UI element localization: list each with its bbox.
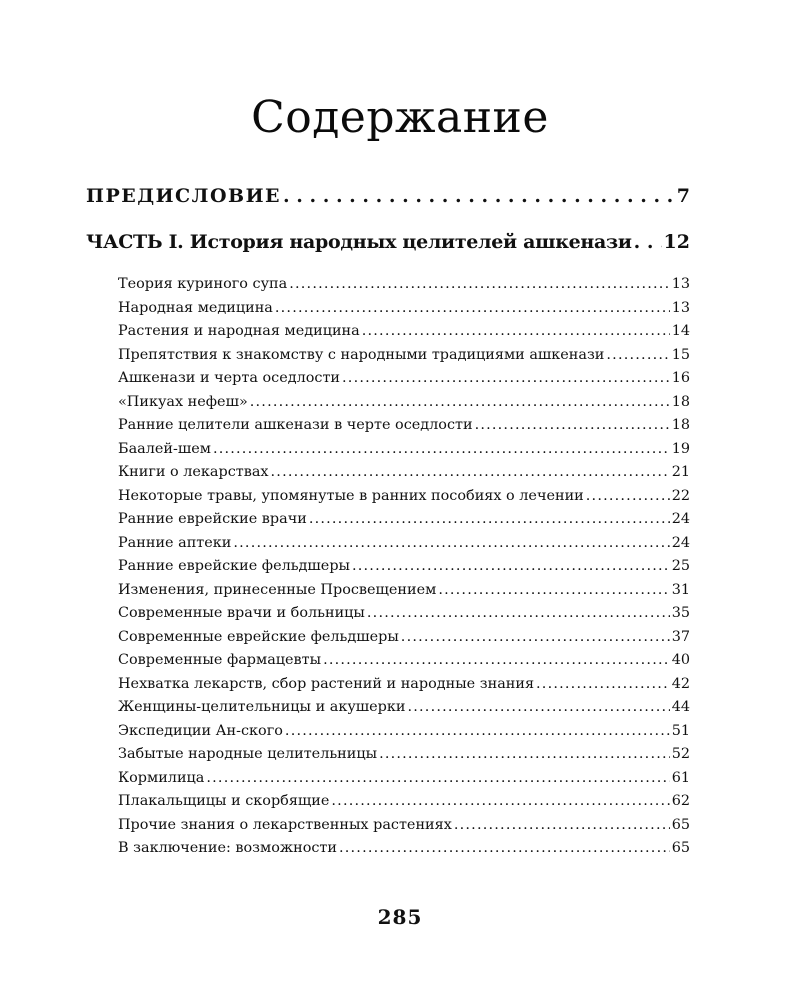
toc-entry-page: 62	[671, 793, 690, 809]
dot-leader	[275, 297, 670, 321]
dot-leader	[331, 790, 669, 814]
toc-entry	[118, 297, 690, 321]
toc-entry	[118, 696, 690, 720]
toc-entry-page: 13	[671, 276, 690, 292]
toc-entry-page: 61	[671, 769, 690, 786]
toc-entry-label: Ранние еврейские фельдшеры	[118, 558, 350, 574]
dot-leader	[309, 508, 670, 532]
toc-entry-page: 25	[671, 558, 690, 574]
dot-leader	[536, 673, 670, 697]
toc-entry	[118, 273, 690, 297]
toc-entry-part-1	[86, 231, 690, 271]
dot-leader	[213, 438, 670, 462]
toc-entry-label: Некоторые травы, упомянутые в ранних пособиях о лечении	[118, 487, 584, 504]
toc-entry-label: Кормилица	[118, 769, 205, 786]
toc-entry-label: Экспедиции Ан-ского	[118, 722, 283, 739]
toc-entry-label: ПРЕДИСЛОВИЕ	[86, 185, 282, 207]
toc-entry-label: Плакальщицы и скорбящие	[118, 793, 330, 809]
dot-leader	[634, 231, 662, 253]
page-title: Содержание	[251, 92, 549, 143]
toc-entry	[118, 814, 690, 838]
dot-leader	[206, 767, 669, 791]
dot-leader	[362, 320, 670, 344]
toc-entry	[118, 767, 690, 791]
toc-entry-page: 15	[671, 346, 690, 363]
dot-leader	[586, 485, 670, 509]
toc-entry-label: Баалей-шем	[118, 440, 211, 457]
toc-entry-page: 21	[671, 464, 690, 480]
toc-entry-label: Книги о лекарствах	[118, 464, 269, 480]
toc-entry	[118, 320, 690, 344]
toc-entry-label: Ранние целители ашкенази в черте оседлости	[118, 417, 473, 433]
toc-entry-page: 19	[671, 440, 690, 457]
toc-entry	[118, 508, 690, 532]
toc-entry-label: Современные фармацевты	[118, 652, 322, 668]
dot-leader	[379, 743, 670, 767]
toc-entry-page: 12	[663, 231, 690, 253]
toc-entry-label: «Пикуах нефеш»	[118, 393, 248, 410]
toc-entry-page: 18	[671, 417, 690, 433]
dot-leader	[352, 555, 670, 579]
toc-entry-page: 24	[671, 534, 690, 551]
toc-entry-label: Народная медицина	[118, 299, 273, 316]
toc-entry-label: В заключение: возможности	[118, 840, 337, 856]
dot-leader	[250, 391, 670, 415]
toc-entry-label: Растения и народная медицина	[118, 323, 360, 339]
toc-entry-page: 42	[671, 675, 690, 692]
dot-leader	[271, 461, 670, 485]
toc-entry-label: Забытые народные целительницы	[118, 746, 378, 762]
toc-entry-page: 65	[671, 840, 690, 856]
toc-entry-page: 24	[671, 511, 690, 527]
dot-leader	[323, 649, 670, 673]
toc-entry-page: 22	[671, 487, 690, 504]
toc-entry-label: Ранние аптеки	[118, 534, 232, 551]
toc-entry	[118, 579, 690, 603]
toc-entry-label: Препятствия к знакомству с народными традициями ашкенази	[118, 346, 605, 363]
toc-entry-label: Женщины-целительницы и акушерки	[118, 699, 406, 715]
toc-entry-page: 52	[671, 746, 690, 762]
page-number: 285	[377, 905, 423, 929]
toc-entry	[118, 485, 690, 509]
toc-entry-label: ЧАСТЬ I. История народных целителей ашкенази	[86, 231, 632, 253]
toc-entry	[118, 367, 690, 391]
toc-entry	[118, 438, 690, 462]
toc-entry-label: Прочие знания о лекарственных растениях	[118, 816, 452, 833]
toc-entry-label: Современные врачи и больницы	[118, 605, 365, 621]
toc-entry-preface	[86, 185, 690, 225]
toc-entry-label: Теория куриного супа	[118, 276, 288, 292]
toc-entry	[118, 743, 690, 767]
toc-entry-page: 65	[671, 816, 690, 833]
toc-entry-page: 18	[671, 393, 690, 410]
toc-entry-page: 16	[671, 370, 690, 386]
toc-entry-label: Изменения, принесенные Просвещением	[118, 581, 437, 598]
toc-entry	[118, 673, 690, 697]
dot-leader	[606, 344, 669, 368]
dot-leader	[289, 273, 669, 297]
toc-entry	[118, 720, 690, 744]
toc-entry-label: Современные еврейские фельдшеры	[118, 628, 399, 645]
toc-sub-entries	[86, 273, 690, 861]
toc-entry	[118, 391, 690, 415]
toc-entry	[118, 555, 690, 579]
toc-entry-page: 31	[671, 581, 690, 598]
toc-entry	[118, 790, 690, 814]
dot-leader	[283, 185, 675, 207]
toc-entry-page: 51	[671, 722, 690, 739]
toc-entry-page: 44	[671, 699, 690, 715]
toc-entry	[118, 461, 690, 485]
toc-entry	[118, 532, 690, 556]
toc-entry-page: 7	[676, 185, 690, 207]
dot-leader	[407, 696, 669, 720]
toc-entry	[118, 344, 690, 368]
dot-leader	[285, 720, 670, 744]
dot-leader	[475, 414, 670, 438]
dot-leader	[233, 532, 669, 556]
toc-entry	[118, 414, 690, 438]
toc-entry-page: 40	[671, 652, 690, 668]
toc-entry-label: Нехватка лекарств, сбор растений и народные знания	[118, 675, 535, 692]
dot-leader	[401, 626, 670, 650]
dot-leader	[438, 579, 669, 603]
toc-entry-page: 14	[671, 323, 690, 339]
dot-leader	[367, 602, 670, 626]
toc-entry	[118, 626, 690, 650]
dot-leader	[454, 814, 670, 838]
dot-leader	[342, 367, 670, 391]
toc-entry	[118, 837, 690, 861]
toc-entry-page: 37	[671, 628, 690, 645]
toc-entry	[118, 602, 690, 626]
toc-entry-label: Ашкенази и черта оседлости	[118, 370, 341, 386]
table-of-contents	[86, 185, 690, 861]
toc-entry-page: 13	[671, 299, 690, 316]
toc-entry	[118, 649, 690, 673]
dot-leader	[339, 837, 670, 861]
toc-entry-label: Ранние еврейские врачи	[118, 511, 307, 527]
toc-entry-page: 35	[671, 605, 690, 621]
